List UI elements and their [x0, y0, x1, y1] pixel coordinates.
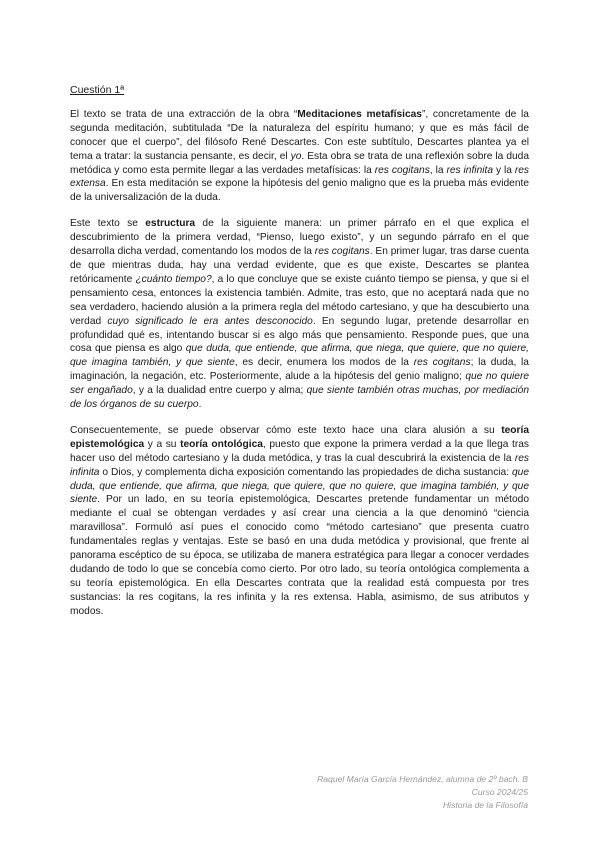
bold-term: Meditaciones metafísicas: [297, 108, 422, 120]
question-heading: Cuestión 1ª: [70, 84, 125, 96]
text-run: .: [198, 399, 202, 411]
text-run: Este texto se: [70, 218, 146, 230]
text-run: . Por un lado, en su teoría epistemológica, Descartes pretende fundamentar un método mediante el cual se obtengan verdades y así crear una ciencia a la que denominó “ciencia maravillosa”. Formuló así pues el conocido como “método cartesiano” que presenta cuatro fundamentales reglas y ventajas. Este se basó en una duda metódica y provisional, que frente al panorama escéptico de su época, se utilizaba de manera estratégica para llegar a conocer verdades dudando de todo lo que se concebía como cierto. Por otro lado, su teoría ontológica complementa a su teoría epistemológica. En ella Descartes contrata que la realidad está compuesta por tres sustancias: la res cogitans, la res infinita y la res extensa. Habla, asimismo, de sus atributos y modos.: [70, 494, 529, 617]
italic-quote: que siente también otras muchas, por mediación de los órganos de su cuerpo: [70, 385, 530, 411]
text-run: , la: [429, 164, 447, 176]
italic-quote: res cogitans: [314, 246, 370, 258]
text-run: y la: [493, 164, 515, 176]
text-run: . En esta meditación se expone la hipótesis del genio maligno que es la prueba más evidente de la universalización de la duda.: [70, 178, 529, 204]
italic-quote: que no quiere ser engañado: [70, 371, 530, 397]
text-run: Consecuentemente, se puede observar cómo este texto hace una clara alusión a su: [70, 424, 502, 436]
italic-quote: res cogitans: [374, 164, 430, 176]
paragraph-theories: [70, 424, 529, 619]
text-run: , es decir, enumera los modos de la: [234, 357, 414, 369]
footer-course: Curso 2024/25: [471, 787, 528, 797]
italic-quote: yo: [290, 150, 302, 162]
text-run: . En segundo lugar, pretende desarrollar en profundidad qué es, intentando buscar si es algo más que pensamiento. Responde pues, que una cosa que piensa es algo: [70, 315, 529, 355]
bold-term: estructura: [145, 218, 196, 230]
paragraph-structure: [70, 217, 529, 412]
bold-term: teoría epistemológica: [70, 424, 529, 450]
bold-term: teoría ontológica: [180, 438, 263, 450]
footer-subject: Historia de la Filosofía: [442, 800, 528, 810]
text-run: . Esta obra se trata de una reflexión sobre la duda metódica y como esta permite llegar a las verdades metafísicas: la: [70, 150, 529, 176]
text-run: , puesto que expone la primera verdad a la que llega tras hacer uso del método cartesiano y la duda metódica, y tras la cual descubrirá la existencia de la: [70, 438, 530, 464]
italic-quote: que duda, que entiende, que afirma, que niega, que quiere, que no quiere, que imagina también, y que siente: [70, 343, 529, 369]
italic-quote: res infinita: [446, 164, 493, 176]
italic-quote: ¿cuánto tiempo?: [135, 273, 212, 285]
text-run: y a su: [144, 438, 181, 450]
document-footer: [317, 773, 528, 812]
footer-author: Raquel María García Hernández, alumna de 2º bach. B: [317, 774, 528, 784]
italic-quote: cuyo significado le era antes desconocido: [107, 315, 313, 327]
text-run: ”, concretamente de la segunda meditación, subtitulada “De la naturaleza del espíritu humano; y que es más fácil de conocer que el cuerpo”, del filósofo René Descartes. Con este subtítulo, Descartes plantea ya el tema a tratar: la sustancia pensante, es decir, el: [70, 108, 529, 162]
italic-quote: res infinita: [70, 452, 529, 478]
document-body: [70, 84, 529, 631]
italic-quote: que duda, que entiende, que afirma, que niega, que quiere, que no quiere, que imagina también, y que siente: [70, 466, 529, 506]
text-run: , y a la dualidad entre cuerpo y alma;: [132, 385, 307, 397]
italic-quote: res cogitans: [413, 357, 471, 369]
text-run: . En primer lugar, tras darse cuenta de que mientras duda, hay una verdad evidente, que es que existe, Descartes se plantea retóricamente: [70, 246, 529, 285]
paragraph-introduction: [70, 108, 529, 205]
text-run: El texto se trata de una extracción de la obra “: [70, 108, 298, 120]
text-run: o Dios, y complementa dicha exposición comentando las propiedades de dicha sustancia:: [99, 466, 512, 478]
italic-quote: res extensa: [70, 164, 530, 190]
text-run: ; la duda, la imaginación, la negación, etc. Posteriormente, alude a la hipótesis del genio maligno;: [70, 357, 529, 383]
text-run: , a lo que concluye que se existe cuánto tiempo se piensa, y que si el pensamiento cesa, entonces la existencia también. Admite, tras esto, que no aceptará nada que no sea verdadero, haciendo alusión a la primera regla del método cartesiano, y que ha descubierto una verdad: [70, 273, 529, 327]
text-run: de la siguiente manera: un primer párrafo en el que explica el descubrimiento de la primera verdad, “Pienso, luego existo”, y un segundo párrafo en el que desarrolla dicha verdad, comentando los modos de la: [70, 218, 529, 258]
